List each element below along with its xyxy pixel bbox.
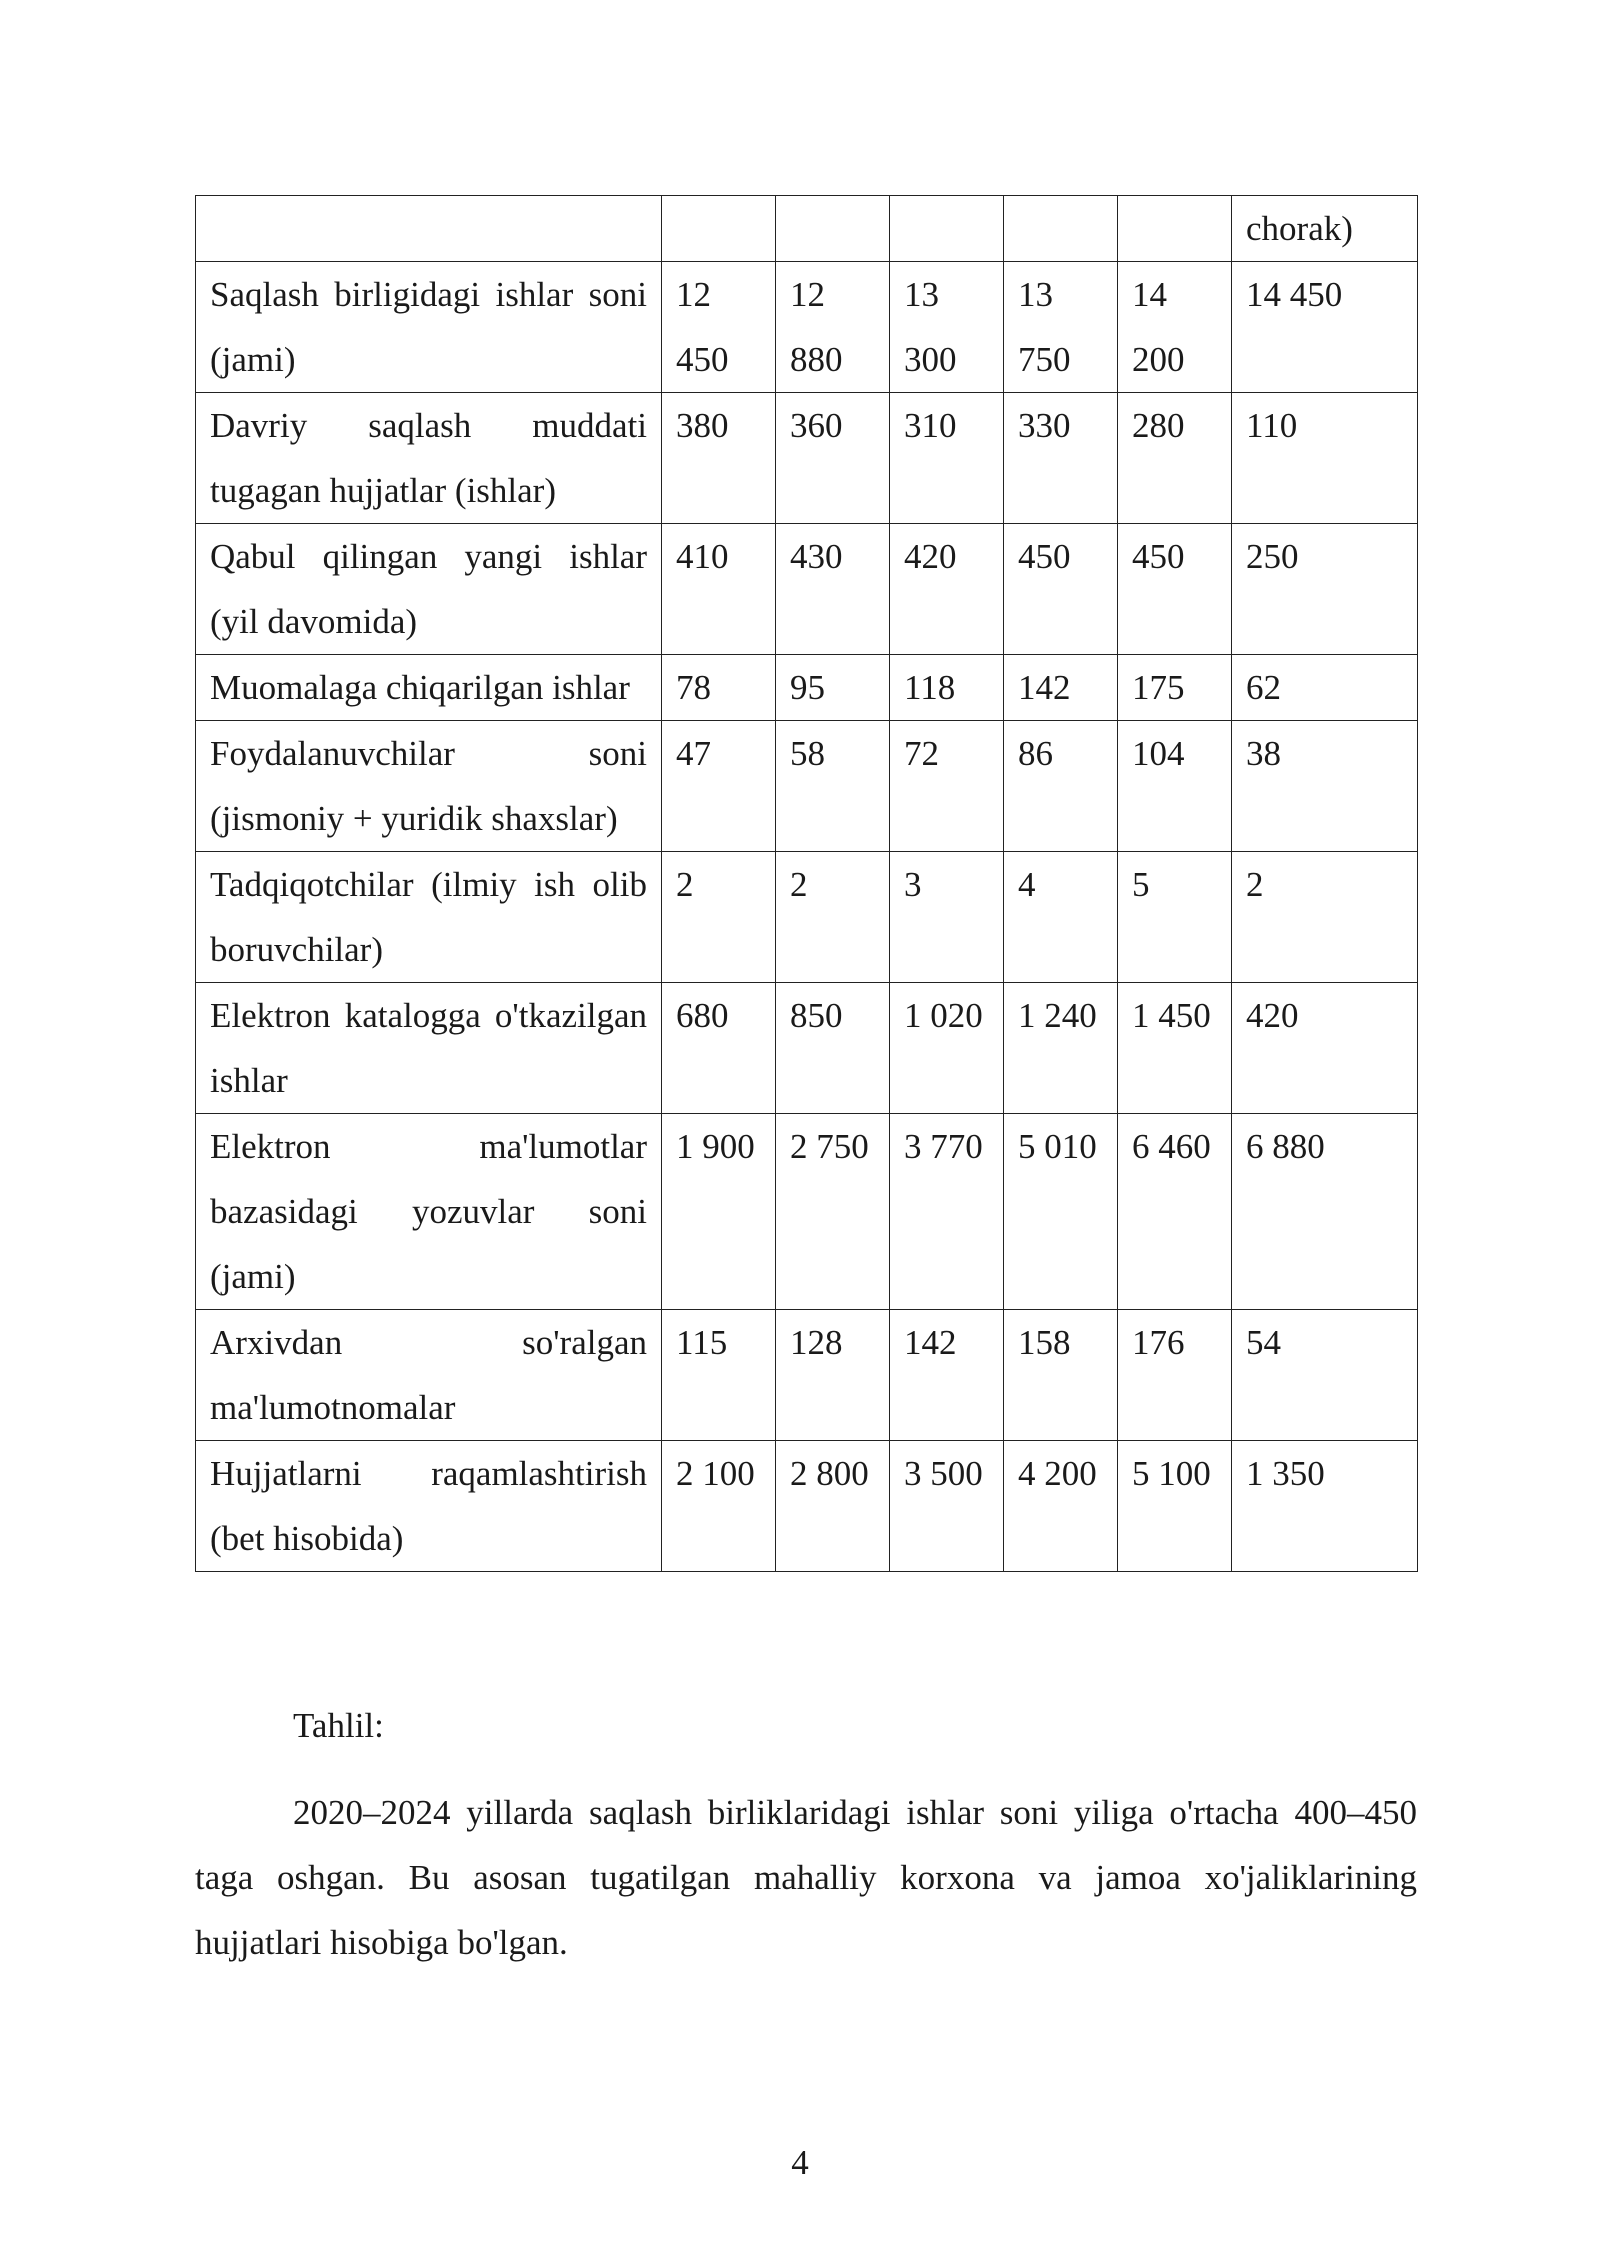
- row-value: 62: [1232, 655, 1418, 721]
- row-value: 12 450: [662, 262, 776, 393]
- row-value: 2: [662, 852, 776, 983]
- row-value: 78: [662, 655, 776, 721]
- row-label: Foydalanuvchilar soni (jismoniy + yuridik shaxslar): [196, 721, 662, 852]
- row-value: 95: [776, 655, 890, 721]
- header-cell: [776, 196, 890, 262]
- row-value: 1 020: [890, 983, 1004, 1114]
- row-value: 12 880: [776, 262, 890, 393]
- row-label: Davriy saqlash muddati tugagan hujjatlar (ishlar): [196, 393, 662, 524]
- row-value: 330: [1004, 393, 1118, 524]
- header-cell: [196, 196, 662, 262]
- row-label: Hujjatlarni raqamlashtirish (bet hisobida): [196, 1441, 662, 1572]
- row-label: Muomalaga chiqarilgan ishlar: [196, 655, 662, 721]
- row-value: 14 200: [1118, 262, 1232, 393]
- row-value: 38: [1232, 721, 1418, 852]
- row-value: 3 500: [890, 1441, 1004, 1572]
- row-label: Elektron ma'lumotlar bazasidagi yozuvlar soni (jami): [196, 1114, 662, 1310]
- row-value: 2 800: [776, 1441, 890, 1572]
- row-value: 450: [1004, 524, 1118, 655]
- row-label: Tadqiqotchilar (ilmiy ish olib boruvchilar): [196, 852, 662, 983]
- row-value: 2 750: [776, 1114, 890, 1310]
- row-value: 5 010: [1004, 1114, 1118, 1310]
- row-value: 4 200: [1004, 1441, 1118, 1572]
- header-cell: [662, 196, 776, 262]
- row-value: 380: [662, 393, 776, 524]
- row-value: 72: [890, 721, 1004, 852]
- row-value: 450: [1118, 524, 1232, 655]
- table-row: [196, 1310, 1418, 1441]
- row-value: 310: [890, 393, 1004, 524]
- row-value: 5: [1118, 852, 1232, 983]
- row-value: 2: [1232, 852, 1418, 983]
- row-value: 280: [1118, 393, 1232, 524]
- row-value: 128: [776, 1310, 890, 1441]
- row-value: 6 460: [1118, 1114, 1232, 1310]
- row-value: 14 450: [1232, 262, 1418, 393]
- row-value: 420: [890, 524, 1004, 655]
- row-value: 1 240: [1004, 983, 1118, 1114]
- row-value: 1 900: [662, 1114, 776, 1310]
- row-value: 5 100: [1118, 1441, 1232, 1572]
- row-value: 680: [662, 983, 776, 1114]
- statistics-table: [195, 195, 1418, 1572]
- page-number: 4: [791, 2143, 809, 2182]
- row-label: Qabul qilingan yangi ishlar (yil davomida): [196, 524, 662, 655]
- table-row: [196, 983, 1418, 1114]
- table-row: [196, 262, 1418, 393]
- table-row: [196, 1441, 1418, 1572]
- row-value: 360: [776, 393, 890, 524]
- row-value: 110: [1232, 393, 1418, 524]
- analysis-heading: Tahlil:: [293, 1706, 384, 1745]
- table-row: [196, 655, 1418, 721]
- row-label: Saqlash birligidagi ishlar soni (jami): [196, 262, 662, 393]
- row-label: Arxivdan so'ralgan ma'lumotnomalar: [196, 1310, 662, 1441]
- row-value: 58: [776, 721, 890, 852]
- table-header-row: [196, 196, 1418, 262]
- table-row: [196, 1114, 1418, 1310]
- row-value: 175: [1118, 655, 1232, 721]
- header-cell: chorak): [1232, 196, 1418, 262]
- row-value: 3: [890, 852, 1004, 983]
- row-value: 420: [1232, 983, 1418, 1114]
- row-value: 410: [662, 524, 776, 655]
- row-value: 13 750: [1004, 262, 1118, 393]
- row-value: 2 100: [662, 1441, 776, 1572]
- row-label: Elektron katalogga o'tkazilgan ishlar: [196, 983, 662, 1114]
- table-row: [196, 852, 1418, 983]
- row-value: 118: [890, 655, 1004, 721]
- row-value: 3 770: [890, 1114, 1004, 1310]
- header-cell: [1118, 196, 1232, 262]
- row-value: 850: [776, 983, 890, 1114]
- row-value: 142: [1004, 655, 1118, 721]
- row-value: 250: [1232, 524, 1418, 655]
- row-value: 86: [1004, 721, 1118, 852]
- row-value: 2: [776, 852, 890, 983]
- row-value: 1 350: [1232, 1441, 1418, 1572]
- row-value: 54: [1232, 1310, 1418, 1441]
- header-cell: [1004, 196, 1118, 262]
- table-row: [196, 721, 1418, 852]
- row-value: 47: [662, 721, 776, 852]
- row-value: 115: [662, 1310, 776, 1441]
- row-value: 430: [776, 524, 890, 655]
- row-value: 4: [1004, 852, 1118, 983]
- row-value: 142: [890, 1310, 1004, 1441]
- table-row: [196, 393, 1418, 524]
- row-value: 1 450: [1118, 983, 1232, 1114]
- header-cell: [890, 196, 1004, 262]
- analysis-paragraph: 2020–2024 yillarda saqlash birliklaridagi ishlar soni yiliga o'rtacha 400–450 taga oshgan. Bu asosan tugatilgan mahalliy korxona va jamoa xo'jaliklarining hujjatlari hisobiga bo'lgan.: [195, 1793, 1417, 1962]
- row-value: 6 880: [1232, 1114, 1418, 1310]
- row-value: 158: [1004, 1310, 1118, 1441]
- table-row: [196, 524, 1418, 655]
- row-value: 104: [1118, 721, 1232, 852]
- row-value: 176: [1118, 1310, 1232, 1441]
- row-value: 13 300: [890, 262, 1004, 393]
